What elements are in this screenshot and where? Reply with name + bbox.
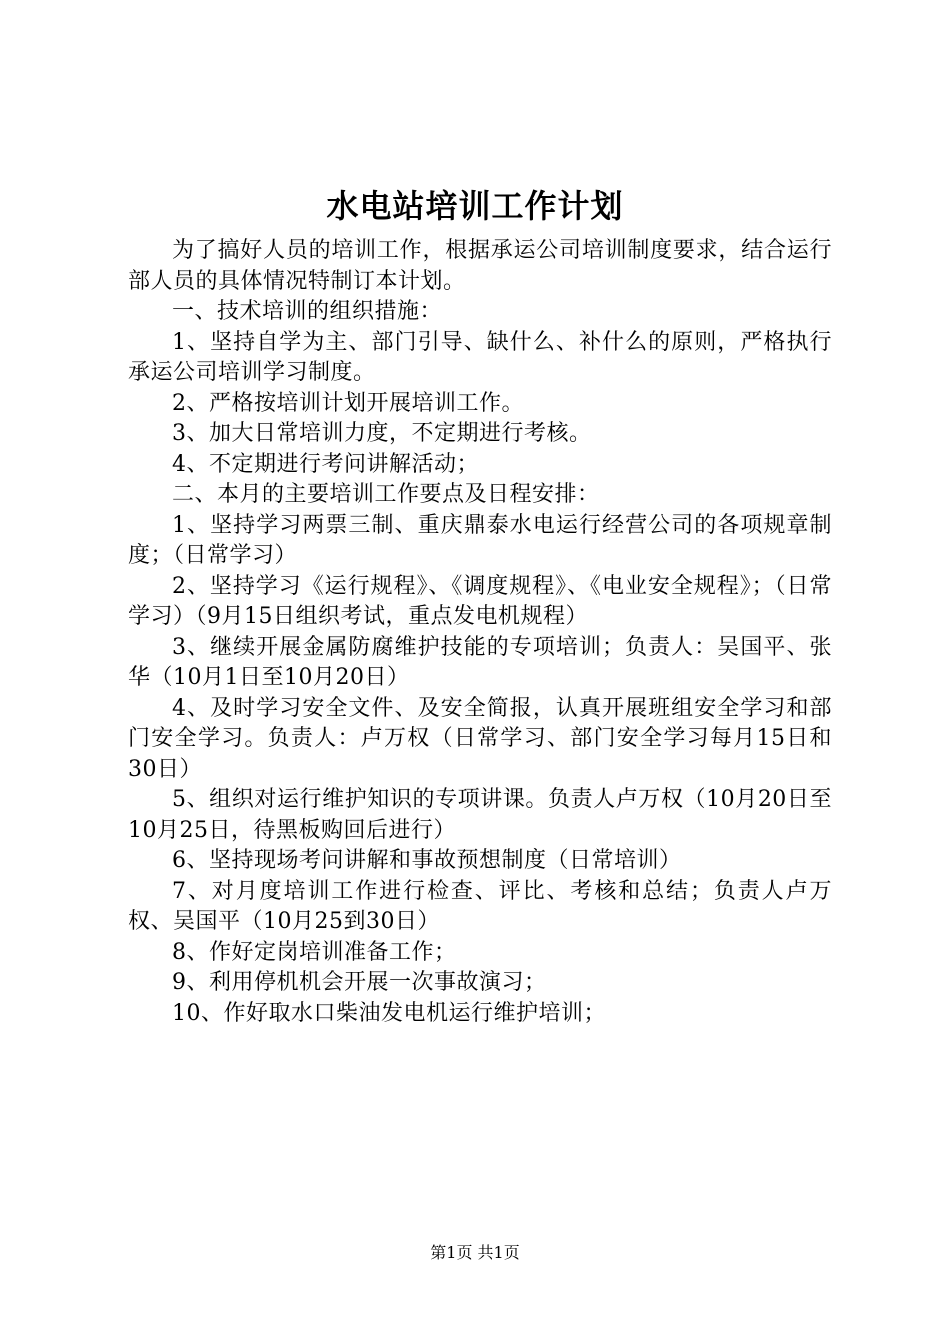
list-item: 6、坚持现场考问讲解和事故预想制度（日常培训） — [172, 848, 682, 873]
list-item: 5、组织对运行维护知识的专项讲课。负责人卢万权（10月20日至10月25日，待黑板购回后进行） — [128, 787, 832, 843]
list-item: 1、坚持自学为主、部门引导、缺什么、补什么的原则，严格执行承运公司培训学习制度。 — [128, 329, 832, 385]
list-item: 3、继续开展金属防腐维护技能的专项培训；负责人：吴国平、张华（10月1日至10月20日） — [128, 634, 832, 690]
list-item: 2、坚持学习《运行规程》、《调度规程》、《电业安全规程》；（日常学习）（9月15日组织考试，重点发电机规程） — [128, 573, 832, 629]
list-item: 1、坚持学习两票三制、重庆鼎泰水电运行经营公司的各项规章制度；（日常学习） — [128, 512, 832, 568]
list-item: 4、及时学习安全文件、及安全简报，认真开展班组安全学习和部门安全学习。负责人：卢万权（日常学习、部门安全学习每月15日和30日） — [128, 695, 832, 782]
document-body — [128, 236, 832, 1029]
list-item: 10、作好取水口柴油发电机运行维护培训； — [172, 1000, 606, 1026]
list-item: 4、不定期进行考问讲解活动； — [172, 451, 479, 477]
list-item: 8、作好定岗培训准备工作； — [172, 939, 457, 965]
paragraph-intro: 为了搞好人员的培训工作，根据承运公司培训制度要求，结合运行部人员的具体情况特制订本计划。 — [128, 238, 832, 294]
section-heading-2: 二、本月的主要培训工作要点及日程安排： — [172, 482, 600, 507]
list-item: 3、加大日常培训力度，不定期进行考核。 — [172, 421, 592, 446]
list-item: 9、利用停机机会开展一次事故演习； — [172, 970, 547, 995]
list-item: 7、对月度培训工作进行检查、评比、考核和总结；负责人卢万权、吴国平（10月25到30日） — [128, 878, 832, 934]
document-title: 水电站培训工作计划 — [326, 187, 624, 225]
page-footer: 第1页 共1页 — [430, 1243, 520, 1262]
list-item: 2、严格按培训计划开展培训工作。 — [172, 390, 524, 416]
section-heading-1: 一、技术培训的组织措施： — [172, 299, 443, 324]
